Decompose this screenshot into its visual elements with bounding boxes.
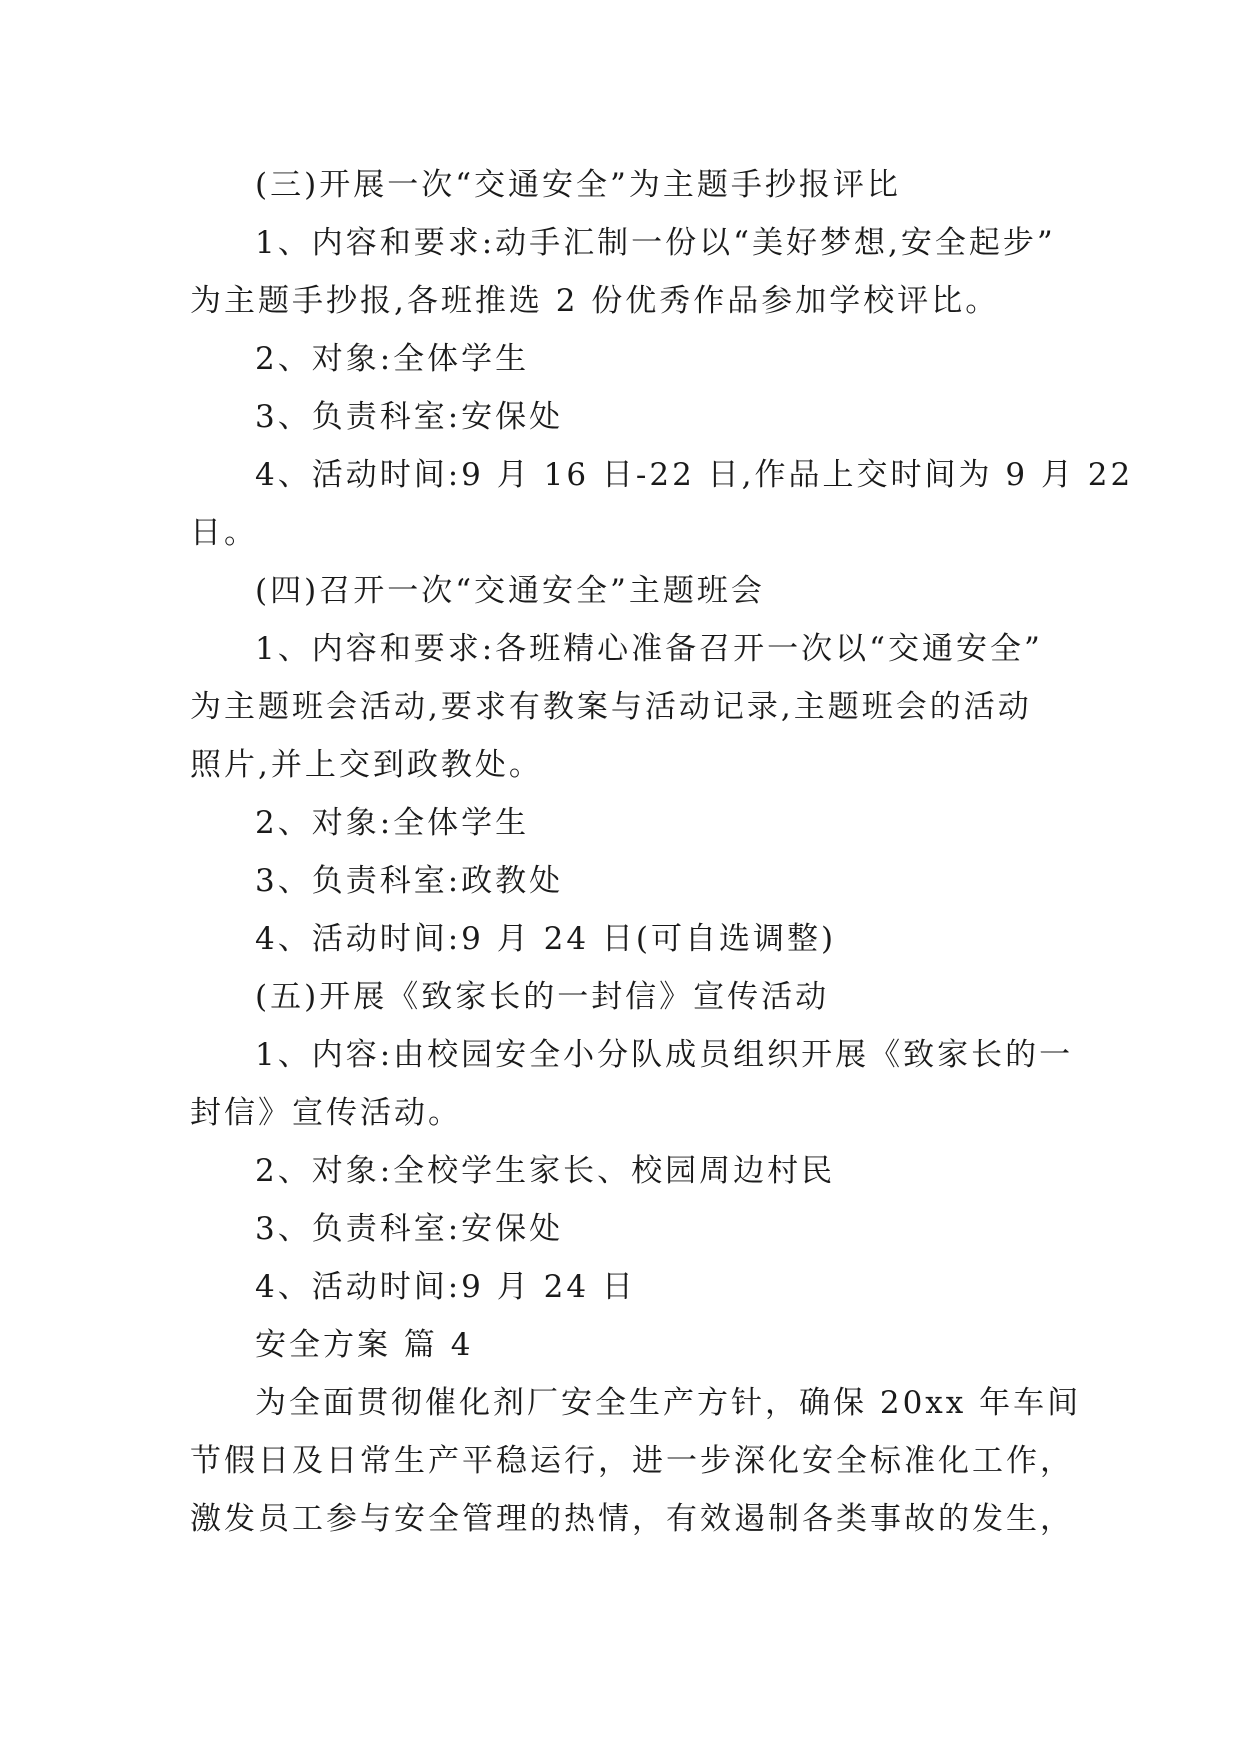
paragraph-line: 封信》宣传活动。 — [190, 1095, 462, 1131]
section-heading-3: (三)开展一次“交通安全”为主题手抄报评比 — [255, 167, 901, 203]
section-heading-5: (五)开展《致家长的一封信》宣传活动 — [255, 979, 830, 1015]
paragraph-line: 3、负责科室:政教处 — [255, 863, 564, 899]
paragraph-line: 4、活动时间:9 月 24 日(可自选调整) — [255, 921, 837, 957]
paragraph-line: 为主题班会活动,要求有教案与活动记录,主题班会的活动 — [190, 689, 1032, 725]
paragraph-line: 为全面贯彻催化剂厂安全生产方针，确保 20xx 年车间 — [255, 1385, 1082, 1421]
paragraph-line: 激发员工参与安全管理的热情，有效遏制各类事故的发生， — [190, 1501, 1074, 1537]
paragraph-line: 4、活动时间:9 月 16 日-22 日,作品上交时间为 9 月 22 — [255, 457, 1134, 493]
paragraph-line: 日。 — [190, 515, 258, 551]
paragraph-line: 3、负责科室:安保处 — [255, 399, 564, 435]
paragraph-line: 2、对象:全校学生家长、校园周边村民 — [255, 1153, 836, 1189]
paragraph-line: 1、内容和要求:动手汇制一份以“美好梦想,安全起步” — [255, 225, 1056, 261]
paragraph-line: 为主题手抄报,各班推选 2 份优秀作品参加学校评比。 — [190, 283, 1000, 319]
paragraph-line: 2、对象:全体学生 — [255, 805, 530, 841]
chapter-heading: 安全方案 篇 4 — [255, 1327, 474, 1363]
paragraph-line: 3、负责科室:安保处 — [255, 1211, 564, 1247]
paragraph-line: 1、内容:由校园安全小分队成员组织开展《致家长的一 — [255, 1037, 1074, 1073]
paragraph-line: 节假日及日常生产平稳运行，进一步深化安全标准化工作， — [190, 1443, 1074, 1479]
paragraph-line: 4、活动时间:9 月 24 日 — [255, 1269, 636, 1305]
paragraph-line: 1、内容和要求:各班精心准备召开一次以“交通安全” — [255, 631, 1043, 667]
section-heading-4: (四)召开一次“交通安全”主题班会 — [255, 573, 765, 609]
paragraph-line: 2、对象:全体学生 — [255, 341, 530, 377]
paragraph-line: 照片,并上交到政教处。 — [190, 747, 543, 783]
